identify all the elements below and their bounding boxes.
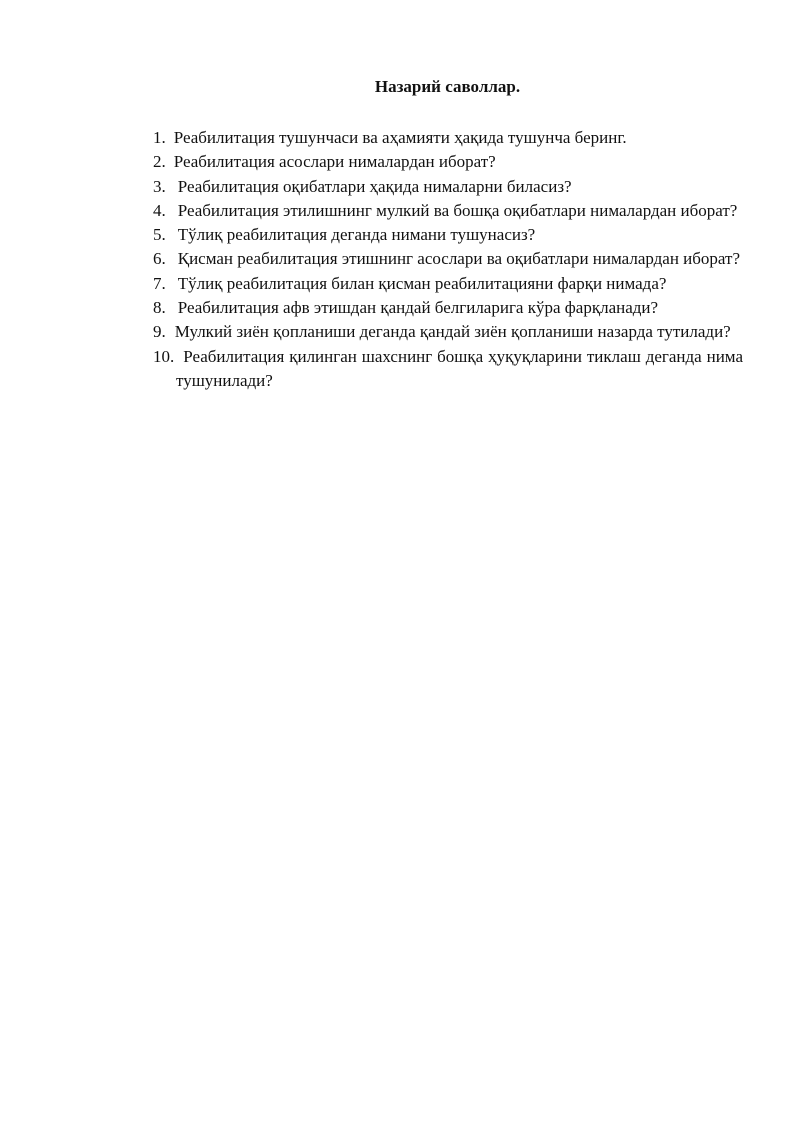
- document-title: Назарий саволлар.: [374, 77, 521, 96]
- question-text: Реабилитация афв этишдан қандай белгиларига кўра фарқланади?: [177, 298, 659, 318]
- question-item: [115, 223, 743, 247]
- question-item: [115, 345, 743, 394]
- question-number: 4.: [153, 200, 166, 220]
- question-number: 7.: [153, 273, 166, 293]
- question-item: [115, 150, 743, 174]
- question-list: [115, 126, 743, 393]
- question-number: 3.: [153, 176, 166, 196]
- question-text: Реабилитация қилинган шахснинг бошқа ҳуқуқларини тиклаш деганда нима тушунилади?: [176, 346, 743, 390]
- question-item: [115, 175, 743, 199]
- question-text: Қисман реабилитация этишнинг асослари ва оқибатлари нималардан иборат?: [177, 249, 741, 269]
- question-text: Мулкий зиён қопланиши деганда қандай зиён қопланиши назарда тутилади?: [174, 322, 731, 342]
- question-number: 1.: [153, 128, 166, 147]
- question-number: 5.: [153, 225, 166, 245]
- question-text: Реабилитация тушунчаси ва аҳамияти ҳақида тушунча беринг.: [173, 128, 627, 147]
- question-text: Реабилитация этилишнинг мулкий ва бошқа оқибатлари нималардан иборат?: [177, 200, 738, 220]
- question-text: Реабилитация асослари нималардан иборат?: [173, 152, 496, 172]
- question-number: 10.: [153, 346, 175, 366]
- question-number: 8.: [153, 298, 166, 318]
- question-item: [115, 126, 743, 150]
- question-number: 9.: [153, 322, 166, 342]
- question-number: 6.: [153, 249, 166, 269]
- question-text: Тўлиқ реабилитация деганда нимани тушунасиз?: [177, 225, 536, 245]
- question-item: [115, 247, 743, 271]
- question-item: [115, 272, 743, 296]
- question-text: Тўлиқ реабилитация билан қисман реабилитацияни фарқи нимада?: [177, 273, 667, 293]
- question-text: Реабилитация оқибатлари ҳақида нималарни биласиз?: [177, 176, 572, 196]
- question-number: 2.: [153, 152, 166, 172]
- question-item: [115, 320, 743, 344]
- question-item: [115, 296, 743, 320]
- question-item: [115, 199, 743, 223]
